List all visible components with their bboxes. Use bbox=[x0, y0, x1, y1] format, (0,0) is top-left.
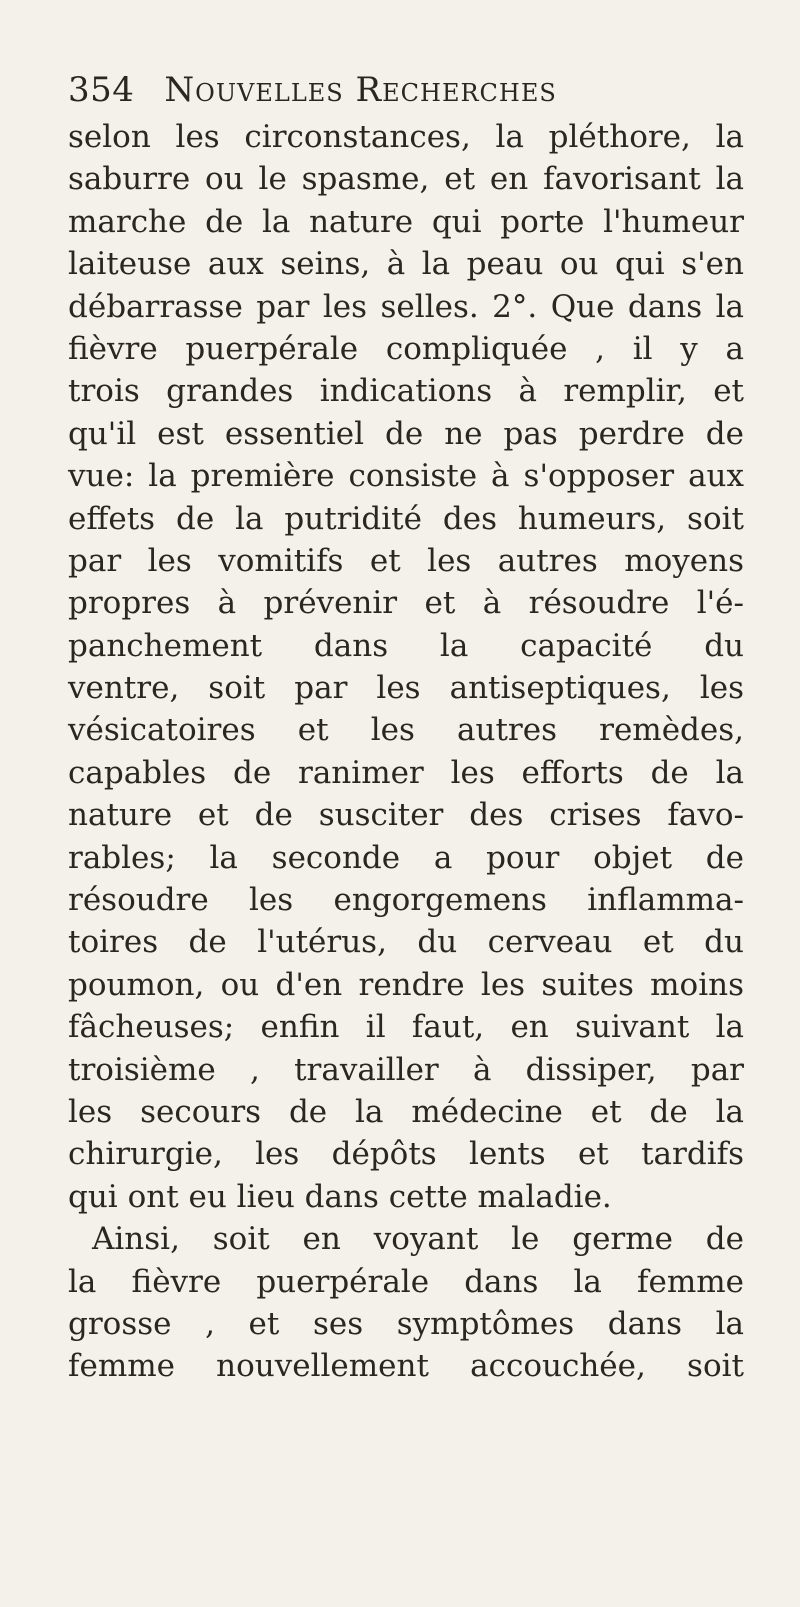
text-line: vue: la première consiste à s'opposer aux bbox=[68, 458, 744, 495]
text-line: panchement dans la capacité du bbox=[68, 627, 744, 664]
text-line-paragraph-start: Ainsi, soit en voyant le germe de bbox=[92, 1221, 744, 1258]
text-line: laiteuse aux seins, à la peau ou qui s'en bbox=[68, 246, 744, 283]
text-line: qu'il est essentiel de ne pas perdre de bbox=[68, 415, 744, 452]
text-line: rables; la seconde a pour objet de bbox=[68, 839, 744, 876]
text-line: effets de la putridité des humeurs, soit bbox=[68, 500, 744, 537]
text-line: propres à prévenir et à résoudre l'é- bbox=[68, 585, 744, 622]
text-line: capables de ranimer les efforts de la bbox=[68, 754, 744, 791]
running-title: Nouvelles Recherches bbox=[164, 70, 557, 110]
text-line: chirurgie, les dépôts lents et tardifs bbox=[68, 1136, 744, 1173]
text-line: ventre, soit par les antiseptiques, les bbox=[68, 670, 744, 707]
text-line: par les vomitifs et les autres moyens bbox=[68, 542, 744, 579]
text-line: selon les circonstances, la pléthore, la bbox=[68, 119, 744, 155]
body-text bbox=[68, 116, 744, 1388]
text-line: la fièvre puerpérale dans la femme bbox=[68, 1263, 744, 1300]
text-line: fièvre puerpérale compliquée , il y a bbox=[68, 330, 744, 367]
text-line: grosse , et ses symptômes dans la bbox=[68, 1305, 744, 1342]
text-line: troisième , travailler à dissiper, par bbox=[68, 1051, 744, 1088]
text-line: résoudre les engorgemens inflamma- bbox=[68, 882, 744, 919]
text-line: fâcheuses; enfin il faut, en suivant la bbox=[68, 1009, 744, 1046]
text-line: trois grandes indications à remplir, et bbox=[68, 373, 744, 410]
text-line: marche de la nature qui porte l'humeur bbox=[68, 203, 744, 240]
text-line: poumon, ou d'en rendre les suites moins bbox=[68, 966, 744, 1003]
text-line: qui ont eu lieu dans cette maladie. bbox=[68, 1178, 612, 1215]
text-line: nature et de susciter des crises favo- bbox=[68, 797, 744, 834]
text-line: saburre ou le spasme, et en favorisant la bbox=[68, 161, 744, 198]
text-line: femme nouvellement accouchée, soit bbox=[68, 1348, 744, 1385]
running-head bbox=[68, 70, 744, 116]
text-line: toires de l'utérus, du cerveau et du bbox=[68, 924, 744, 961]
page-number: 354 bbox=[68, 70, 135, 110]
text-line: les secours de la médecine et de la bbox=[68, 1093, 744, 1130]
text-line: débarrasse par les selles. 2°. Que dans la bbox=[68, 288, 744, 325]
text-line: vésicatoires et les autres remèdes, bbox=[68, 712, 744, 749]
